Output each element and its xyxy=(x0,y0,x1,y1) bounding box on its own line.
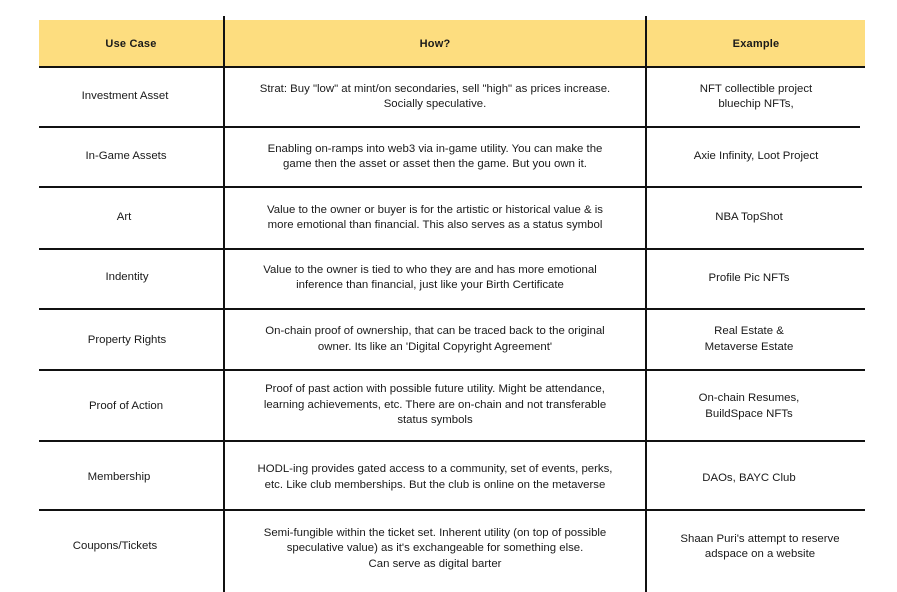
table-row-example: NBA TopShot xyxy=(715,211,783,224)
table-row-example: Profile Pic NFTs xyxy=(708,272,790,285)
table-row-how: Enabling on-ramps into web3 via in-game utility. You can make the game then the asset or asset then the game. But you own it. xyxy=(267,142,603,170)
table-row-how: Strat: Buy "low" at mint/on secondaries, sell "high" as prices increase. Socially speculative. xyxy=(259,82,611,110)
table-row-example: Axie Infinity, Loot Project xyxy=(693,150,819,163)
table-row-use-case: Property Rights xyxy=(87,333,167,346)
table-row-how: HODL-ing provides gated access to a community, set of events, perks, etc. Like club memberships. But the club is online on the metaverse xyxy=(257,463,613,491)
table-row-example: Real Estate & Metaverse Estate xyxy=(704,325,794,353)
header-how: How? xyxy=(419,37,451,50)
header-use-case: Use Case xyxy=(105,37,157,50)
table-row-use-case: In-Game Assets xyxy=(85,150,167,163)
table-row-how: On-chain proof of ownership, that can be traced back to the original owner. Its like an 'Digital Copyright Agreement' xyxy=(265,325,605,353)
table-row-use-case: Investment Asset xyxy=(81,90,169,103)
table-row-use-case: Indentity xyxy=(105,271,149,284)
table-row-how: Value to the owner or buyer is for the artistic or historical value & is more emotional than financial. This also serves as a status symbol xyxy=(267,203,603,231)
table-row-how: Value to the owner is tied to who they are and has more emotional inference than financial, just like your Birth Certificate xyxy=(263,263,597,291)
table-row-example: Shaan Puri's attempt to reserve adspace on a website xyxy=(680,532,840,560)
table-row-use-case: Coupons/Tickets xyxy=(72,540,158,553)
table-row-example: On-chain Resumes, BuildSpace NFTs xyxy=(698,392,800,420)
table-row-example: DAOs, BAYC Club xyxy=(702,471,796,484)
table-row-how: Proof of past action with possible future utility. Might be attendance, learning achievements, etc. There are on-chain and not transferable status symbols xyxy=(263,383,607,427)
header-example: Example xyxy=(732,37,780,50)
table-row-use-case: Art xyxy=(116,211,132,224)
table-row-example: NFT collectible project bluechip NFTs, xyxy=(699,82,813,110)
table-row-how: Semi-fungible within the ticket set. Inherent utility (on top of possible speculative value) as it's exchangeable for something else. Can serve as digital barter xyxy=(263,526,607,570)
table-row-use-case: Proof of Action xyxy=(88,399,164,412)
table-row-use-case: Membership xyxy=(87,471,151,484)
